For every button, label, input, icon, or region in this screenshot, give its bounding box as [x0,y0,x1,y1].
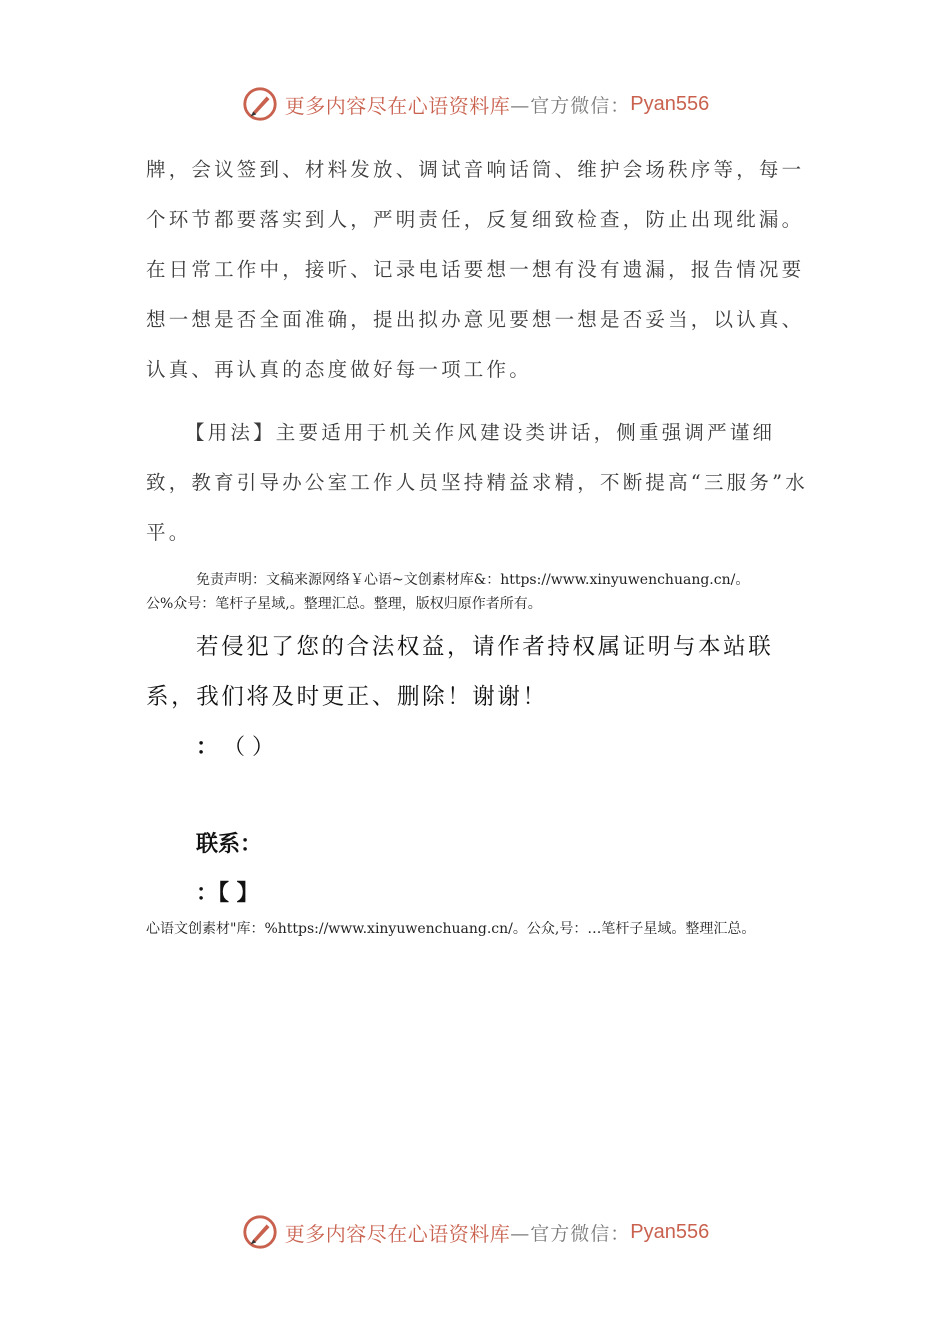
disclaimer-line-2: 公%众号：笔杆子星域,。整理汇总。整理，版权归原作者所有。 [146,596,542,612]
banner-brand-text: 更多内容尽在心语资料库 [284,1221,511,1246]
body-paragraph-1: 牌，会议签到、材料发放、调试音响话筒、维护会场秩序等，每一个环节都要落实到人，严明责任，反复细致检查，防止出现纰漏。在日常工作中，接听、记录电话要想一想有没有遗漏，报告情况要想一想是否全面准确，提出拟办意见要想一想是否妥当，以认真、认真、再认真的态度做好每一项工作。 [146,158,805,381]
contact-label: 联系： [196,832,263,857]
contact-bracket-line: ：【 】 [196,881,259,906]
colon-text: ： [196,735,219,760]
pen-logo-icon [241,85,279,123]
banner-wechat-id: Pyan556 [630,1220,710,1243]
footer-banner [0,1210,950,1254]
disclaimer-line-1: 免责声明：文稿来源网络￥心语~文创素材库&：https://www.xinyuwenchuang.cn/。 [196,572,750,588]
contact-colon-line [196,730,274,761]
usage-paragraph: 【用法】主要适用于机关作风建设类讲话，侧重强调严谨细致，教育引导办公室工作人员坚持精益求精，不断提高“三服务”水平。 [146,421,808,544]
disclaimer [146,568,826,616]
header-banner [0,82,950,126]
pen-logo-icon [241,1213,279,1251]
copyright-notice: 若侵犯了您的合法权益，请作者持权属证明与本站联系，我们将及时更正、删除！谢谢！ [146,634,774,710]
paren-text: （ ） [234,735,275,760]
banner-brand-text: 更多内容尽在心语资料库 [284,93,511,118]
banner-wechat-label: —官方微信： [510,94,631,117]
banner-wechat-label: —官方微信： [510,1222,631,1245]
footer-source-line: 心语文创素材"库：%https://www.xinyuwenchuang.cn/。公众,号：…笔杆子星域。整理汇总。 [146,921,756,937]
banner-wechat-id: Pyan556 [630,92,710,115]
